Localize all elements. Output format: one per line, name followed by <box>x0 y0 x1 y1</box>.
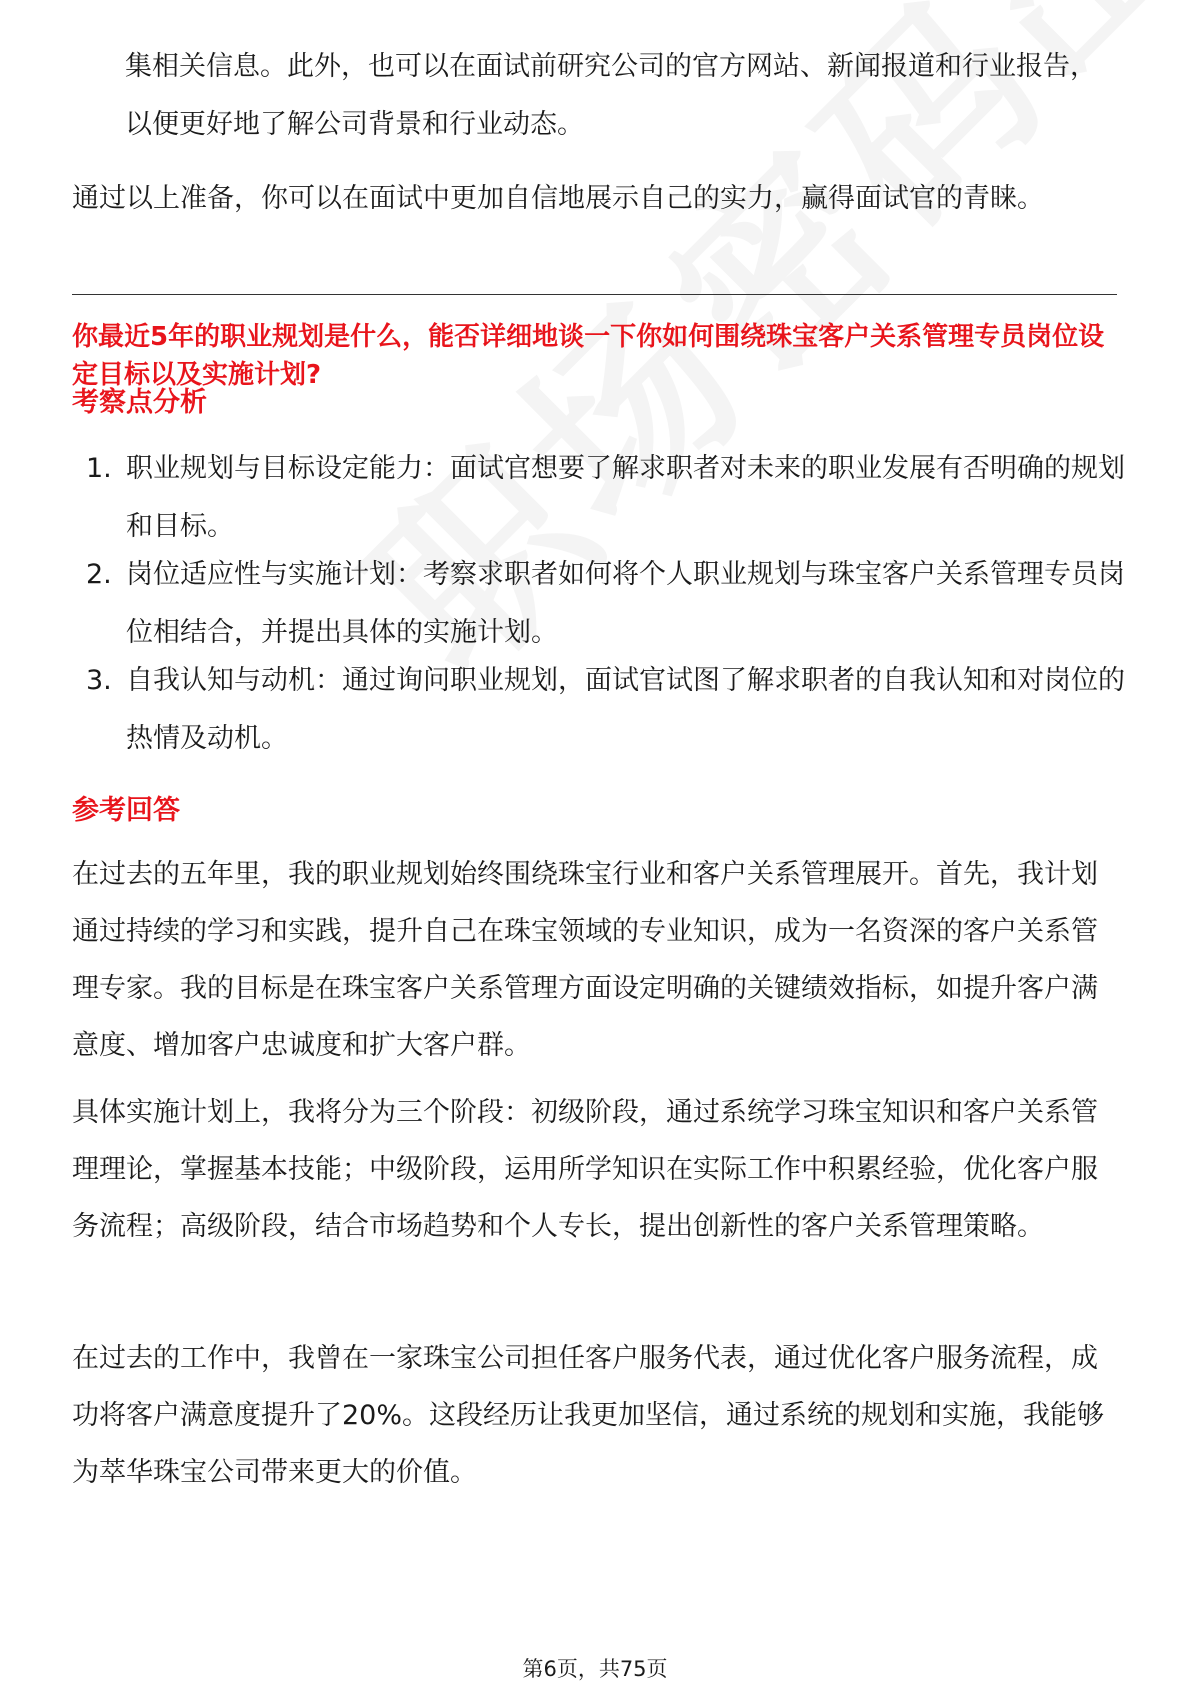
list-item-number: 2. <box>86 559 112 590</box>
list-item-number: 1. <box>86 453 112 484</box>
continuation-paragraph: 集相关信息。此外，也可以在面试前研究公司的官方网站、新闻报道和行业报告，以便更好地了解公司背景和行业动态。 <box>125 51 1097 140</box>
list-item <box>86 440 1126 556</box>
page-number: 第6页，共75页 <box>522 1657 668 1681</box>
question-heading: 你最近5年的职业规划是什么，能否详细地谈一下你如何围绕珠宝客户关系管理专员岗位设定目标以及实施计划? <box>72 322 1105 390</box>
answer-paragraph: 在过去的工作中，我曾在一家珠宝公司担任客户服务代表，通过优化客户服务流程，成功将客户满意度提升了20%。这段经历让我更加坚信，通过系统的规划和实施，我能够为萃华珠宝公司带来更大的价值。 <box>72 1343 1105 1488</box>
list-item-text: 岗位适应性与实施计划：考察求职者如何将个人职业规划与珠宝客户关系管理专员岗位相结合，并提出具体的实施计划。 <box>126 559 1125 648</box>
list-item-number: 3. <box>86 665 112 696</box>
list-item-text: 自我认知与动机：通过询问职业规划，面试官试图了解求职者的自我认知和对岗位的热情及动机。 <box>126 665 1125 754</box>
analysis-heading: 考察点分析 <box>72 387 207 418</box>
answer-paragraph: 在过去的五年里，我的职业规划始终围绕珠宝行业和客户关系管理展开。首先，我计划通过持续的学习和实践，提升自己在珠宝领域的专业知识，成为一名资深的客户关系管理专家。我的目标是在珠宝客户关系管理方面设定明确的关键绩效指标，如提升客户满意度、增加客户忠诚度和扩大客户群。 <box>72 859 1098 1061</box>
conclusion-paragraph: 通过以上准备，你可以在面试中更加自信地展示自己的实力，赢得面试官的青睐。 <box>72 183 1044 214</box>
section-divider <box>72 294 1117 295</box>
list-item <box>86 546 1126 662</box>
list-item-text: 职业规划与目标设定能力：面试官想要了解求职者对未来的职业发展有否明确的规划和目标。 <box>126 453 1125 542</box>
answer-heading: 参考回答 <box>72 795 180 826</box>
answer-paragraph: 具体实施计划上，我将分为三个阶段：初级阶段，通过系统学习珠宝知识和客户关系管理理论，掌握基本技能；中级阶段，运用所学知识在实际工作中积累经验，优化客户服务流程；高级阶段，结合市场趋势和个人专长，提出创新性的客户关系管理策略。 <box>72 1097 1098 1242</box>
list-item <box>86 652 1126 768</box>
